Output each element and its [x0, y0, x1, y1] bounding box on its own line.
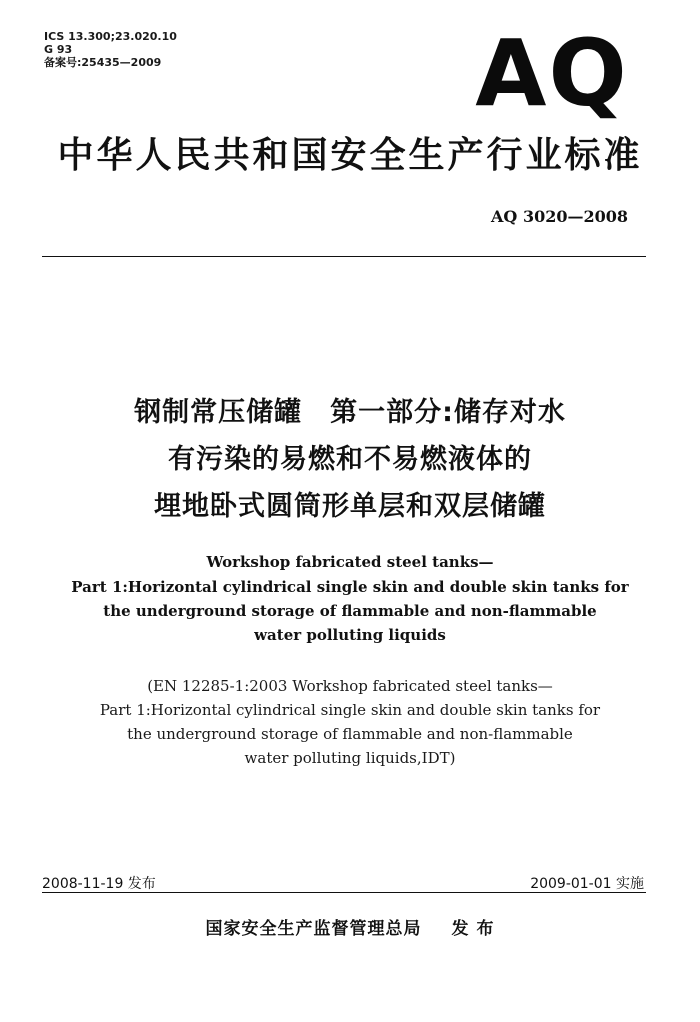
chinese-title-line-3: 埋地卧式圆筒形单层和双层储罐 [154, 491, 546, 522]
header-divider [42, 256, 646, 257]
filing-number: 备案号:25435—2009 [44, 56, 162, 69]
publisher-action: 发 布 [451, 919, 495, 939]
equivalence-line-4: water polluting liquids,IDT) [244, 749, 456, 767]
publisher-name: 国家安全生产监督管理总局 [205, 919, 422, 939]
english-title-line-1: Workshop fabricated steel tanks— [206, 553, 494, 571]
aq-logo: AQ [475, 20, 629, 127]
ccs-code: G 93 [44, 43, 73, 56]
english-title-line-2: Part 1:Horizontal cylindrical single skin and double skin tanks for [71, 578, 629, 596]
equivalence-line-2: Part 1:Horizontal cylindrical single skin and double skin tanks for [99, 701, 601, 719]
standard-category-title: 中华人民共和国安全生产行业标准 [57, 135, 643, 176]
chinese-title-line-1: 钢制常压储罐 第一部分:储存对水 [134, 397, 566, 428]
english-title-line-3: the underground storage of flammable and non-flammable [103, 602, 597, 620]
footer-divider [42, 892, 646, 893]
english-title-line-4: water polluting liquids [254, 626, 446, 644]
equivalence-line-3: the underground storage of flammable and non-flammable [127, 725, 573, 743]
issue-date: 2008-11-19 发布 [42, 876, 156, 892]
equivalence-line-1: (EN 12285-1:2003 Workshop fabricated steel tanks— [147, 677, 553, 695]
standard-number: AQ 3020—2008 [491, 207, 628, 226]
chinese-title-line-2: 有污染的易燃和不易燃液体的 [168, 444, 532, 475]
publisher-line [0, 918, 700, 940]
effective-date: 2009-01-01 实施 [530, 876, 644, 892]
ics-code: ICS 13.300;23.020.10 [44, 30, 177, 43]
